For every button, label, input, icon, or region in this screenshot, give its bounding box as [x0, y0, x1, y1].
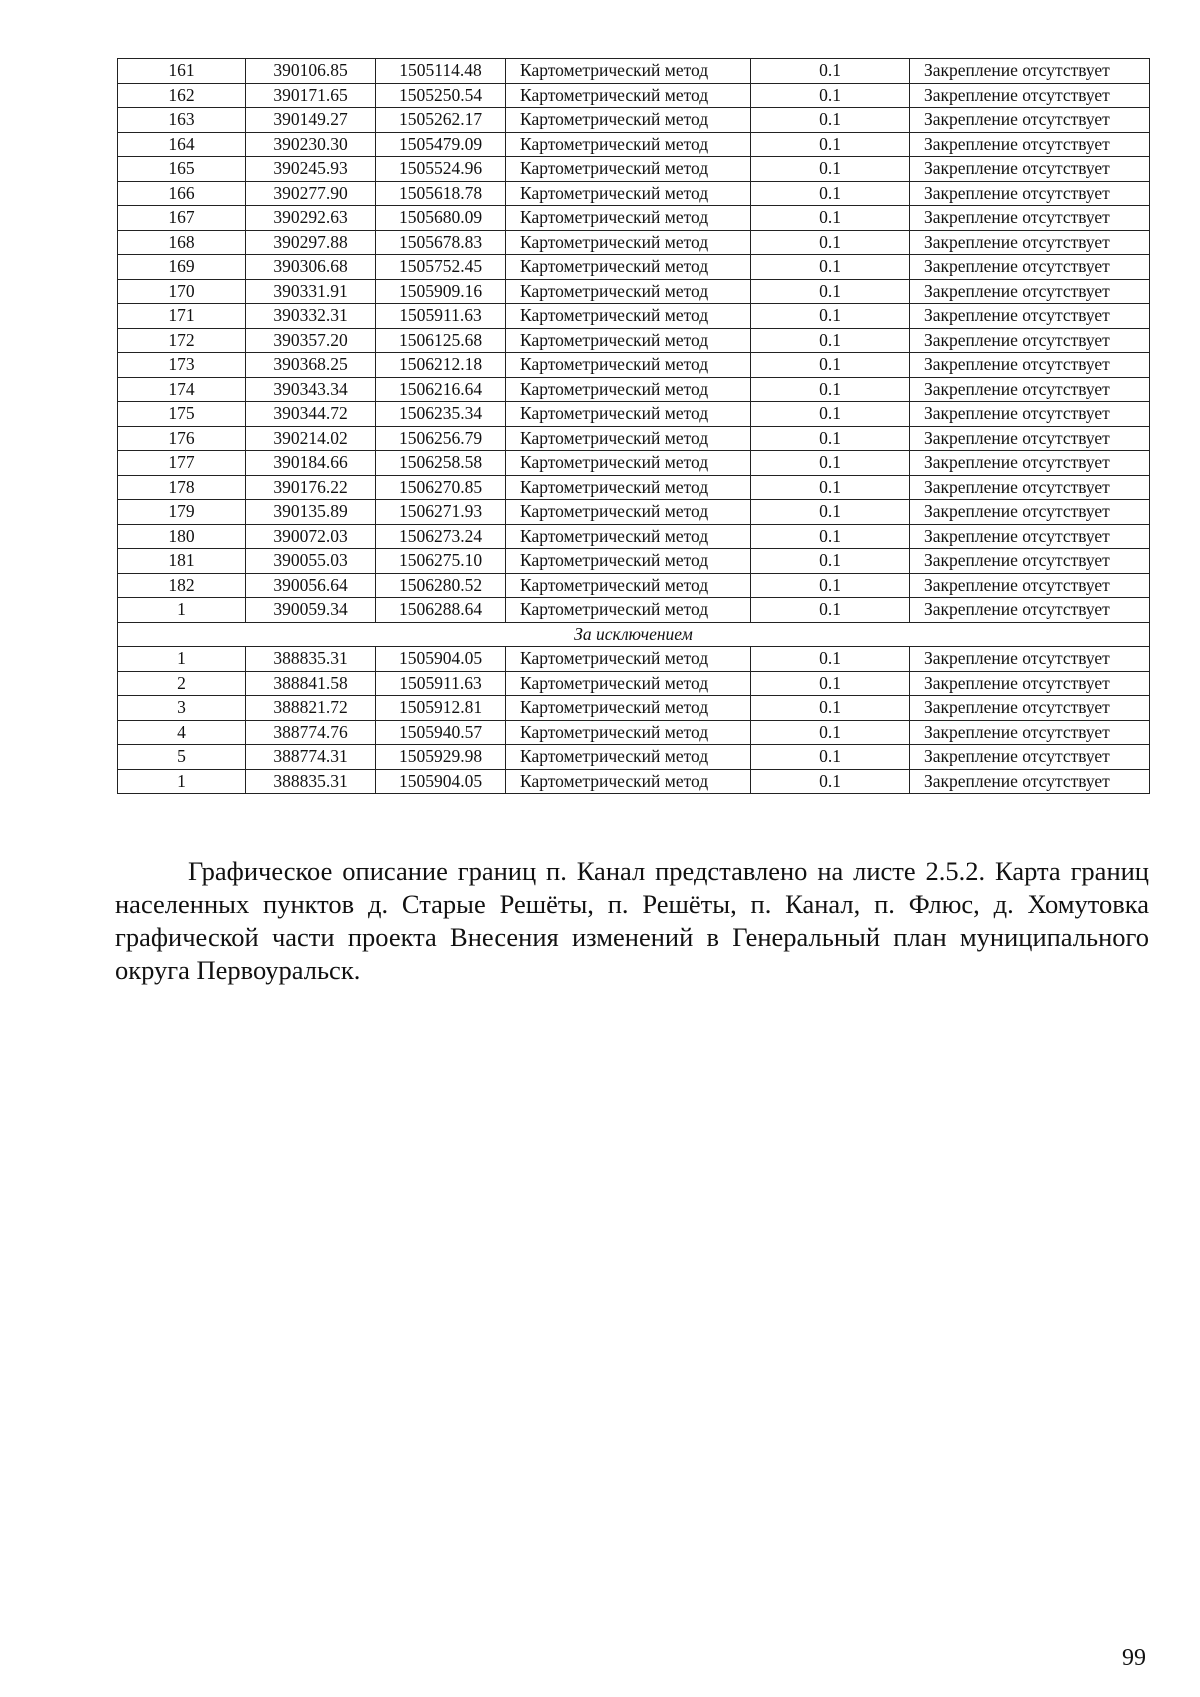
- table-row: [118, 500, 1150, 525]
- method-cell: Картометрический метод: [506, 157, 751, 182]
- fixation-cell: Закрепление отсутствует: [910, 647, 1150, 672]
- accuracy-cell: 0.1: [751, 59, 910, 84]
- table-subheading: За исключением: [118, 622, 1150, 647]
- graphic-description-paragraph: Графическое описание границ п. Канал представлено на листе 2.5.2. Карта границ населенных пунктов д. Старые Решёты, п. Решёты, п. Канал, п. Флюс, д. Хомутовка графической части проекта Внесения изменений в Генеральный план муниципального округа Первоуральск.: [115, 855, 1149, 985]
- x-coordinate-cell: 388774.31: [246, 745, 376, 770]
- x-coordinate-cell: 390357.20: [246, 328, 376, 353]
- fixation-cell: Закрепление отсутствует: [910, 206, 1150, 231]
- method-cell: Картометрический метод: [506, 524, 751, 549]
- point-number-cell: 167: [118, 206, 246, 231]
- x-coordinate-cell: 390106.85: [246, 59, 376, 84]
- y-coordinate-cell: 1505909.16: [376, 279, 506, 304]
- y-coordinate-cell: 1505680.09: [376, 206, 506, 231]
- table-row: [118, 83, 1150, 108]
- table-row: [118, 59, 1150, 84]
- table-row: [118, 377, 1150, 402]
- accuracy-cell: 0.1: [751, 377, 910, 402]
- x-coordinate-cell: 390135.89: [246, 500, 376, 525]
- accuracy-cell: 0.1: [751, 181, 910, 206]
- y-coordinate-cell: 1505479.09: [376, 132, 506, 157]
- point-number-cell: 169: [118, 255, 246, 280]
- fixation-cell: Закрепление отсутствует: [910, 230, 1150, 255]
- table-row: [118, 524, 1150, 549]
- table-row: [118, 108, 1150, 133]
- point-number-cell: 164: [118, 132, 246, 157]
- table-row: [118, 402, 1150, 427]
- fixation-cell: Закрепление отсутствует: [910, 59, 1150, 84]
- x-coordinate-cell: 390171.65: [246, 83, 376, 108]
- method-cell: Картометрический метод: [506, 696, 751, 721]
- y-coordinate-cell: 1505678.83: [376, 230, 506, 255]
- page-number: 99: [1122, 1645, 1146, 1671]
- point-number-cell: 171: [118, 304, 246, 329]
- x-coordinate-cell: 390297.88: [246, 230, 376, 255]
- point-number-cell: 170: [118, 279, 246, 304]
- table-row: [118, 255, 1150, 280]
- method-cell: Картометрический метод: [506, 181, 751, 206]
- point-number-cell: 174: [118, 377, 246, 402]
- fixation-cell: Закрепление отсутствует: [910, 255, 1150, 280]
- fixation-cell: Закрепление отсутствует: [910, 573, 1150, 598]
- x-coordinate-cell: 390292.63: [246, 206, 376, 231]
- fixation-cell: Закрепление отсутствует: [910, 157, 1150, 182]
- point-number-cell: 175: [118, 402, 246, 427]
- point-number-cell: 173: [118, 353, 246, 378]
- fixation-cell: Закрепление отсутствует: [910, 524, 1150, 549]
- point-number-cell: 180: [118, 524, 246, 549]
- table-subheading-row: [118, 622, 1150, 647]
- method-cell: Картометрический метод: [506, 426, 751, 451]
- table-row: [118, 279, 1150, 304]
- y-coordinate-cell: 1505904.05: [376, 769, 506, 794]
- fixation-cell: Закрепление отсутствует: [910, 720, 1150, 745]
- y-coordinate-cell: 1505912.81: [376, 696, 506, 721]
- accuracy-cell: 0.1: [751, 745, 910, 770]
- method-cell: Картометрический метод: [506, 451, 751, 476]
- y-coordinate-cell: 1506270.85: [376, 475, 506, 500]
- fixation-cell: Закрепление отсутствует: [910, 279, 1150, 304]
- point-number-cell: 1: [118, 769, 246, 794]
- x-coordinate-cell: 390245.93: [246, 157, 376, 182]
- table-row: [118, 720, 1150, 745]
- x-coordinate-cell: 390368.25: [246, 353, 376, 378]
- table-row: [118, 549, 1150, 574]
- accuracy-cell: 0.1: [751, 598, 910, 623]
- fixation-cell: Закрепление отсутствует: [910, 671, 1150, 696]
- y-coordinate-cell: 1505618.78: [376, 181, 506, 206]
- accuracy-cell: 0.1: [751, 451, 910, 476]
- point-number-cell: 181: [118, 549, 246, 574]
- y-coordinate-cell: 1505940.57: [376, 720, 506, 745]
- x-coordinate-cell: 390055.03: [246, 549, 376, 574]
- x-coordinate-cell: 388774.76: [246, 720, 376, 745]
- accuracy-cell: 0.1: [751, 696, 910, 721]
- method-cell: Картометрический метод: [506, 671, 751, 696]
- accuracy-cell: 0.1: [751, 573, 910, 598]
- fixation-cell: Закрепление отсутствует: [910, 451, 1150, 476]
- fixation-cell: Закрепление отсутствует: [910, 328, 1150, 353]
- method-cell: Картометрический метод: [506, 353, 751, 378]
- method-cell: Картометрический метод: [506, 255, 751, 280]
- point-number-cell: 3: [118, 696, 246, 721]
- y-coordinate-cell: 1505752.45: [376, 255, 506, 280]
- y-coordinate-cell: 1505911.63: [376, 304, 506, 329]
- fixation-cell: Закрепление отсутствует: [910, 598, 1150, 623]
- point-number-cell: 172: [118, 328, 246, 353]
- fixation-cell: Закрепление отсутствует: [910, 402, 1150, 427]
- method-cell: Картометрический метод: [506, 598, 751, 623]
- point-number-cell: 4: [118, 720, 246, 745]
- x-coordinate-cell: 388821.72: [246, 696, 376, 721]
- y-coordinate-cell: 1505904.05: [376, 647, 506, 672]
- point-number-cell: 1: [118, 598, 246, 623]
- x-coordinate-cell: 388835.31: [246, 769, 376, 794]
- method-cell: Картометрический метод: [506, 59, 751, 84]
- y-coordinate-cell: 1505929.98: [376, 745, 506, 770]
- accuracy-cell: 0.1: [751, 549, 910, 574]
- method-cell: Картометрический метод: [506, 304, 751, 329]
- y-coordinate-cell: 1506271.93: [376, 500, 506, 525]
- x-coordinate-cell: 390277.90: [246, 181, 376, 206]
- y-coordinate-cell: 1506212.18: [376, 353, 506, 378]
- coordinates-table: [117, 58, 1150, 794]
- method-cell: Картометрический метод: [506, 573, 751, 598]
- method-cell: Картометрический метод: [506, 206, 751, 231]
- fixation-cell: Закрепление отсутствует: [910, 132, 1150, 157]
- accuracy-cell: 0.1: [751, 353, 910, 378]
- fixation-cell: Закрепление отсутствует: [910, 769, 1150, 794]
- method-cell: Картометрический метод: [506, 132, 751, 157]
- table-row: [118, 328, 1150, 353]
- y-coordinate-cell: 1506235.34: [376, 402, 506, 427]
- method-cell: Картометрический метод: [506, 769, 751, 794]
- x-coordinate-cell: 390059.34: [246, 598, 376, 623]
- accuracy-cell: 0.1: [751, 83, 910, 108]
- x-coordinate-cell: 390184.66: [246, 451, 376, 476]
- fixation-cell: Закрепление отсутствует: [910, 377, 1150, 402]
- y-coordinate-cell: 1506288.64: [376, 598, 506, 623]
- accuracy-cell: 0.1: [751, 475, 910, 500]
- x-coordinate-cell: 388835.31: [246, 647, 376, 672]
- point-number-cell: 162: [118, 83, 246, 108]
- y-coordinate-cell: 1506216.64: [376, 377, 506, 402]
- accuracy-cell: 0.1: [751, 157, 910, 182]
- y-coordinate-cell: 1506258.58: [376, 451, 506, 476]
- method-cell: Картометрический метод: [506, 328, 751, 353]
- accuracy-cell: 0.1: [751, 108, 910, 133]
- y-coordinate-cell: 1505911.63: [376, 671, 506, 696]
- point-number-cell: 1: [118, 647, 246, 672]
- table-row: [118, 745, 1150, 770]
- y-coordinate-cell: 1505114.48: [376, 59, 506, 84]
- accuracy-cell: 0.1: [751, 524, 910, 549]
- table-row: [118, 696, 1150, 721]
- fixation-cell: Закрепление отсутствует: [910, 108, 1150, 133]
- accuracy-cell: 0.1: [751, 304, 910, 329]
- x-coordinate-cell: 390306.68: [246, 255, 376, 280]
- x-coordinate-cell: 390176.22: [246, 475, 376, 500]
- table-row: [118, 181, 1150, 206]
- accuracy-cell: 0.1: [751, 500, 910, 525]
- fixation-cell: Закрепление отсутствует: [910, 353, 1150, 378]
- x-coordinate-cell: 390214.02: [246, 426, 376, 451]
- fixation-cell: Закрепление отсутствует: [910, 83, 1150, 108]
- method-cell: Картометрический метод: [506, 230, 751, 255]
- point-number-cell: 166: [118, 181, 246, 206]
- method-cell: Картометрический метод: [506, 83, 751, 108]
- x-coordinate-cell: 390230.30: [246, 132, 376, 157]
- y-coordinate-cell: 1506273.24: [376, 524, 506, 549]
- fixation-cell: Закрепление отсутствует: [910, 304, 1150, 329]
- table-row: [118, 304, 1150, 329]
- accuracy-cell: 0.1: [751, 230, 910, 255]
- x-coordinate-cell: 390149.27: [246, 108, 376, 133]
- accuracy-cell: 0.1: [751, 671, 910, 696]
- coordinates-table-body: [118, 59, 1150, 794]
- point-number-cell: 165: [118, 157, 246, 182]
- y-coordinate-cell: 1505250.54: [376, 83, 506, 108]
- method-cell: Картометрический метод: [506, 402, 751, 427]
- x-coordinate-cell: 390056.64: [246, 573, 376, 598]
- table-row: [118, 206, 1150, 231]
- table-row: [118, 426, 1150, 451]
- table-row: [118, 573, 1150, 598]
- table-row: [118, 353, 1150, 378]
- point-number-cell: 182: [118, 573, 246, 598]
- y-coordinate-cell: 1506275.10: [376, 549, 506, 574]
- method-cell: Картометрический метод: [506, 745, 751, 770]
- fixation-cell: Закрепление отсутствует: [910, 745, 1150, 770]
- y-coordinate-cell: 1506280.52: [376, 573, 506, 598]
- y-coordinate-cell: 1506125.68: [376, 328, 506, 353]
- point-number-cell: 179: [118, 500, 246, 525]
- y-coordinate-cell: 1506256.79: [376, 426, 506, 451]
- fixation-cell: Закрепление отсутствует: [910, 549, 1150, 574]
- table-row: [118, 671, 1150, 696]
- accuracy-cell: 0.1: [751, 720, 910, 745]
- fixation-cell: Закрепление отсутствует: [910, 181, 1150, 206]
- accuracy-cell: 0.1: [751, 132, 910, 157]
- accuracy-cell: 0.1: [751, 255, 910, 280]
- accuracy-cell: 0.1: [751, 402, 910, 427]
- table-row: [118, 230, 1150, 255]
- table-row: [118, 769, 1150, 794]
- accuracy-cell: 0.1: [751, 279, 910, 304]
- x-coordinate-cell: 390344.72: [246, 402, 376, 427]
- x-coordinate-cell: 390331.91: [246, 279, 376, 304]
- fixation-cell: Закрепление отсутствует: [910, 426, 1150, 451]
- x-coordinate-cell: 390072.03: [246, 524, 376, 549]
- y-coordinate-cell: 1505524.96: [376, 157, 506, 182]
- method-cell: Картометрический метод: [506, 647, 751, 672]
- table-row: [118, 475, 1150, 500]
- accuracy-cell: 0.1: [751, 426, 910, 451]
- point-number-cell: 177: [118, 451, 246, 476]
- accuracy-cell: 0.1: [751, 647, 910, 672]
- accuracy-cell: 0.1: [751, 769, 910, 794]
- method-cell: Картометрический метод: [506, 475, 751, 500]
- point-number-cell: 161: [118, 59, 246, 84]
- point-number-cell: 5: [118, 745, 246, 770]
- point-number-cell: 2: [118, 671, 246, 696]
- table-row: [118, 598, 1150, 623]
- point-number-cell: 163: [118, 108, 246, 133]
- table-row: [118, 451, 1150, 476]
- method-cell: Картометрический метод: [506, 279, 751, 304]
- table-row: [118, 157, 1150, 182]
- fixation-cell: Закрепление отсутствует: [910, 500, 1150, 525]
- fixation-cell: Закрепление отсутствует: [910, 475, 1150, 500]
- method-cell: Картометрический метод: [506, 720, 751, 745]
- coordinates-table-container: [117, 58, 1149, 794]
- y-coordinate-cell: 1505262.17: [376, 108, 506, 133]
- accuracy-cell: 0.1: [751, 328, 910, 353]
- x-coordinate-cell: 390332.31: [246, 304, 376, 329]
- x-coordinate-cell: 390343.34: [246, 377, 376, 402]
- method-cell: Картометрический метод: [506, 108, 751, 133]
- method-cell: Картометрический метод: [506, 377, 751, 402]
- x-coordinate-cell: 388841.58: [246, 671, 376, 696]
- table-row: [118, 132, 1150, 157]
- table-row: [118, 647, 1150, 672]
- accuracy-cell: 0.1: [751, 206, 910, 231]
- fixation-cell: Закрепление отсутствует: [910, 696, 1150, 721]
- method-cell: Картометрический метод: [506, 500, 751, 525]
- point-number-cell: 178: [118, 475, 246, 500]
- method-cell: Картометрический метод: [506, 549, 751, 574]
- point-number-cell: 168: [118, 230, 246, 255]
- point-number-cell: 176: [118, 426, 246, 451]
